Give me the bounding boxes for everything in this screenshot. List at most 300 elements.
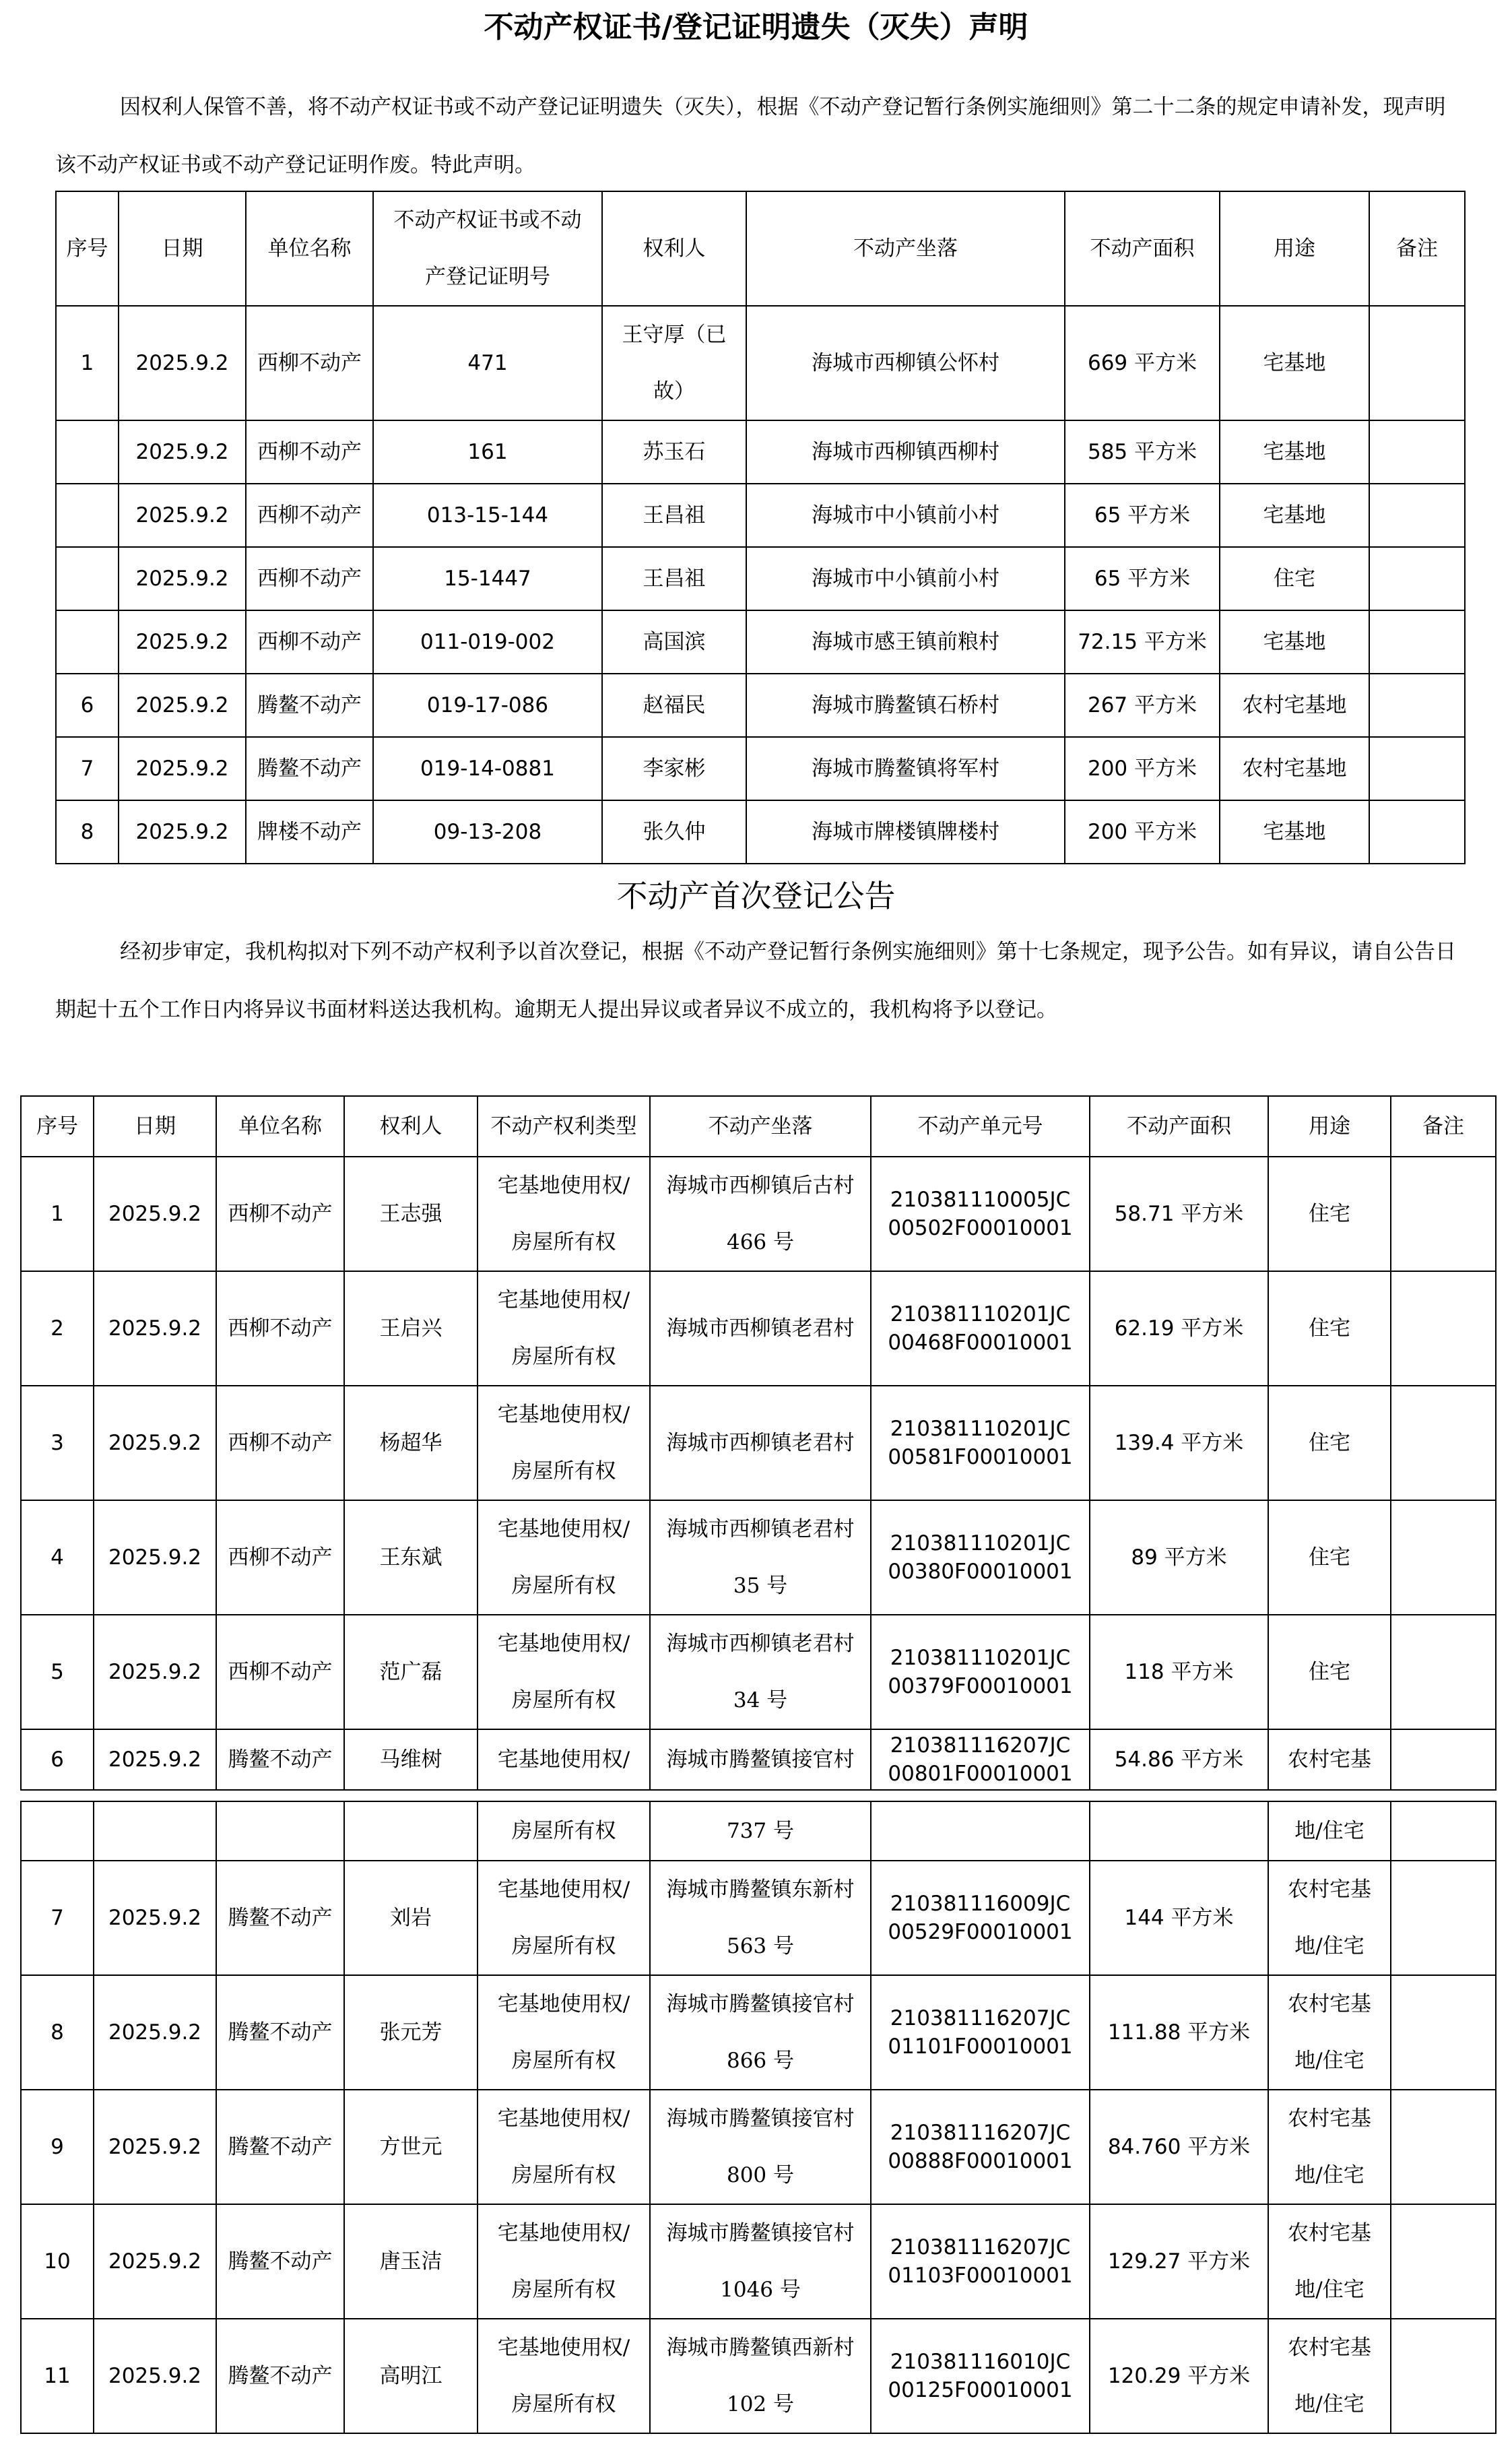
line-1: 住宅 (1309, 1660, 1350, 1684)
header-cell: 不动产坐落 (650, 1096, 871, 1157)
header-cell: 序号 (21, 1096, 94, 1157)
note-cell (1369, 547, 1465, 610)
note-cell (1391, 1975, 1496, 2090)
table-row (21, 1975, 1496, 2090)
line-1: 农村宅基 (1288, 2107, 1371, 2131)
line-2: 房屋所有权 (511, 2163, 616, 2187)
line-1: 住宅 (1309, 1431, 1350, 1455)
line-1: 海城市腾鳌镇接官村 (666, 1747, 855, 1772)
owner-cell: 范广磊 (344, 1615, 478, 1729)
unit-cell: 西柳不动产 (246, 610, 373, 674)
cell (1090, 1801, 1268, 1861)
line-1: 农村宅基 (1288, 1747, 1371, 1772)
notice1-paragraph: 因权利人保管不善，将不动产权证书或不动产登记证明遗失（灭失），根据《不动产登记暂行条例实施细则》第二十二条的规定申请补发，现声明该不动产权证书或不动产登记证明作废。特此声明。 (55, 95, 1446, 177)
line-1: 宅基地使用权/ (497, 1877, 630, 1902)
line-1: 农村宅基 (1288, 2336, 1371, 2360)
line-1: 海城市腾鳌镇接官村 (666, 1992, 855, 2016)
area-cell: 65 平方米 (1065, 547, 1220, 610)
location-cell: 海城市牌楼镇牌楼村 (746, 800, 1065, 864)
line-1: 210381110201JC (890, 1302, 1071, 1326)
unit-number-cell (871, 1500, 1090, 1615)
table-row (21, 1271, 1496, 1386)
seq-cell: 5 (21, 1615, 94, 1729)
owner-cell: 马维树 (344, 1729, 478, 1790)
line-2: 房屋所有权 (511, 2278, 616, 2302)
line-1: 宅基地使用权/ (497, 2221, 630, 2245)
line-2: 00529F00010001 (888, 1920, 1073, 1944)
unit-cell: 牌楼不动产 (246, 800, 373, 864)
owner-cell: 赵福民 (602, 674, 746, 737)
header-cell: 不动产单元号 (871, 1096, 1090, 1157)
table-row (56, 306, 1465, 420)
line-1: 海城市西柳镇老君村 (666, 1316, 855, 1341)
location-cell (650, 1500, 871, 1615)
unit-number-cell (871, 1975, 1090, 2090)
note-cell (1391, 1386, 1496, 1500)
location-cell (650, 1975, 871, 2090)
table-row (21, 1861, 1496, 1975)
line-2: 00379F00010001 (888, 1674, 1073, 1698)
note-cell (1369, 674, 1465, 737)
notice2-paragraph: 经初步审定，我机构拟对下列不动产权利予以首次登记，根据《不动产登记暂行条例实施细则》第十七条规定，现予公告。如有异议，请自公告日期起十五个工作日内将异议书面材料送达我机构。逾期无人提出异议或者异议不成立的，我机构将予以登记。 (55, 940, 1456, 1022)
owner-cell: 张元芳 (344, 1975, 478, 2090)
table-header-row (56, 191, 1465, 306)
owner-cell: 刘岩 (344, 1861, 478, 1975)
unit-cell: 西柳不动产 (246, 547, 373, 610)
location-cell: 海城市中小镇前小村 (746, 484, 1065, 547)
table-row (21, 1729, 1496, 1790)
use-cell: 农村宅基地 (1220, 737, 1369, 800)
unit-cell: 腾鳌不动产 (216, 1861, 344, 1975)
line-1: 海城市腾鳌镇接官村 (666, 2221, 855, 2245)
date-cell: 2025.9.2 (119, 737, 246, 800)
use-cell: 住宅 (1220, 547, 1369, 610)
unit-number-cell (871, 2090, 1090, 2204)
note-cell (1391, 1157, 1496, 1271)
seq-cell: 10 (21, 2204, 94, 2319)
cell (216, 1801, 344, 1861)
use-cell (1268, 1861, 1391, 1975)
line-2: 00380F00010001 (888, 1560, 1073, 1584)
line-2: 00125F00010001 (888, 2378, 1073, 2402)
location-cell (650, 2319, 871, 2433)
table-row (21, 1615, 1496, 1729)
date-cell: 2025.9.2 (119, 547, 246, 610)
header-cell: 权利人 (602, 191, 746, 306)
cert-number-cell: 09-13-208 (373, 800, 602, 864)
line-1: 宅基地使用权/ (497, 1992, 630, 2016)
line-2: 466 号 (726, 1230, 795, 1254)
line-1: 海城市西柳镇老君村 (666, 1632, 855, 1656)
area-cell: 585 平方米 (1065, 420, 1220, 484)
owner-cell: 李家彬 (602, 737, 746, 800)
owner-cell: 王志强 (344, 1157, 478, 1271)
area-cell: 65 平方米 (1065, 484, 1220, 547)
unit-cell: 西柳不动产 (246, 306, 373, 420)
unit-cell: 西柳不动产 (216, 1615, 344, 1729)
line-2: 1046 号 (720, 2278, 801, 2302)
right-type-cell (478, 1861, 650, 1975)
line-1: 海城市腾鳌镇西新村 (666, 2336, 855, 2360)
seq-cell: 2 (21, 1271, 94, 1386)
owner-cell: 方世元 (344, 2090, 478, 2204)
right-type-cell (478, 1729, 650, 1790)
line-2: 01101F00010001 (888, 2034, 1073, 2059)
line-1: 农村宅基 (1288, 1992, 1371, 2016)
line-1: 农村宅基 (1288, 2221, 1371, 2245)
use-cell (1268, 1271, 1391, 1386)
right-type-cell (478, 2090, 650, 2204)
use-cell (1268, 2090, 1391, 2204)
unit-cell: 腾鳌不动产 (246, 737, 373, 800)
unit-number-cell (871, 1157, 1090, 1271)
table-row (56, 737, 1465, 800)
line-1: 210381116009JC (890, 1892, 1071, 1916)
owner-cell: 王东斌 (344, 1500, 478, 1615)
note-cell (1391, 1729, 1496, 1790)
line-2: 地/住宅 (1294, 2392, 1365, 2416)
line-2: 00502F00010001 (888, 1216, 1073, 1240)
line-2: 房屋所有权 (511, 1459, 616, 1483)
line-2: 地/住宅 (1294, 2278, 1365, 2302)
cert-number-cell: 011-019-002 (373, 610, 602, 674)
note-cell (1391, 1861, 1496, 1975)
cert-number-cell: 013-15-144 (373, 484, 602, 547)
seq-cell (56, 484, 119, 547)
date-cell: 2025.9.2 (94, 1729, 216, 1790)
use-cell (1268, 1386, 1391, 1500)
unit-cell: 西柳不动产 (246, 420, 373, 484)
date-cell: 2025.9.2 (94, 1975, 216, 2090)
seq-cell (56, 547, 119, 610)
right-type-cell (478, 1271, 650, 1386)
unit-cell: 西柳不动产 (216, 1500, 344, 1615)
header-cell: 不动产权利类型 (478, 1096, 650, 1157)
note-cell (1369, 420, 1465, 484)
location-cell: 海城市腾鳌镇石桥村 (746, 674, 1065, 737)
date-cell: 2025.9.2 (94, 2090, 216, 2204)
seq-cell (56, 420, 119, 484)
owner-cell: 苏玉石 (602, 420, 746, 484)
note-cell (1391, 2204, 1496, 2319)
use-cell: 地/住宅 (1268, 1801, 1391, 1861)
table-row (21, 2090, 1496, 2204)
cell (1391, 1801, 1496, 1861)
location-cell: 海城市感王镇前粮村 (746, 610, 1065, 674)
area-cell: 89 平方米 (1090, 1500, 1268, 1615)
location-cell (650, 1729, 871, 1790)
line-1: 农村宅基 (1288, 1877, 1371, 1902)
line-2: 房屋所有权 (511, 2392, 616, 2416)
use-cell (1268, 2319, 1391, 2433)
table-row (21, 1386, 1496, 1500)
date-cell: 2025.9.2 (94, 1500, 216, 1615)
line-2: 地/住宅 (1294, 2049, 1365, 2073)
owner-cell: 高国滨 (602, 610, 746, 674)
unit-number-cell (871, 2319, 1090, 2433)
area-cell: 139.4 平方米 (1090, 1386, 1268, 1500)
area-cell: 72.15 平方米 (1065, 610, 1220, 674)
line-1: 210381116207JC (890, 2121, 1071, 2145)
line-2: 00468F00010001 (888, 1330, 1073, 1355)
cert-number-cell: 019-14-0881 (373, 737, 602, 800)
note-cell (1391, 2319, 1496, 2433)
right-type-cell (478, 1615, 650, 1729)
note-cell (1369, 610, 1465, 674)
date-cell: 2025.9.2 (94, 1861, 216, 1975)
line-1: 宅基地使用权/ (497, 1632, 630, 1656)
unit-cell: 腾鳌不动产 (216, 2319, 344, 2433)
seq-cell: 6 (21, 1729, 94, 1790)
location-cell (650, 2090, 871, 2204)
cert-number-cell: 019-17-086 (373, 674, 602, 737)
line-2: 房屋所有权 (511, 1230, 616, 1254)
right-type-cell (478, 2319, 650, 2433)
cell (344, 1801, 478, 1861)
header-cell: 日期 (119, 191, 246, 306)
note-cell (1369, 306, 1465, 420)
header-cell: 用途 (1268, 1096, 1391, 1157)
owner-cell: 唐玉洁 (344, 2204, 478, 2319)
right-type-cell (478, 1386, 650, 1500)
area-cell: 200 平方米 (1065, 800, 1220, 864)
use-cell: 宅基地 (1220, 484, 1369, 547)
line-1: 宅基地使用权/ (497, 1288, 630, 1312)
seq-cell: 1 (21, 1157, 94, 1271)
line-1: 海城市腾鳌镇接官村 (666, 2107, 855, 2131)
note-cell (1391, 2090, 1496, 2204)
line-2: 01103F00010001 (888, 2264, 1073, 2288)
first-registration-table (20, 1095, 1497, 1791)
line-1: 海城市腾鳌镇东新村 (666, 1877, 855, 1902)
cell (94, 1801, 216, 1861)
line-2: 102 号 (726, 2392, 795, 2416)
right-type-cell (478, 1157, 650, 1271)
table-row-continuation (21, 1801, 1496, 1861)
owner-cell: 王昌祖 (602, 547, 746, 610)
use-cell (1268, 1157, 1391, 1271)
table-row (56, 484, 1465, 547)
right-type-cell (478, 1500, 650, 1615)
unit-cell: 西柳不动产 (216, 1271, 344, 1386)
line-1: 210381110201JC (890, 1531, 1071, 1555)
line-1: 210381116207JC (890, 2006, 1071, 2030)
unit-cell: 腾鳌不动产 (216, 1729, 344, 1790)
location-cell: 海城市中小镇前小村 (746, 547, 1065, 610)
area-cell: 118 平方米 (1090, 1615, 1268, 1729)
unit-cell: 腾鳌不动产 (216, 2090, 344, 2204)
header-cell: 日期 (94, 1096, 216, 1157)
table-row (21, 1500, 1496, 1615)
header-cell: 备注 (1369, 191, 1465, 306)
location-cell: 海城市西柳镇公怀村 (746, 306, 1065, 420)
type-cell: 房屋所有权 (478, 1801, 650, 1861)
lost-certificate-table (55, 191, 1466, 864)
seq-cell: 11 (21, 2319, 94, 2433)
cell (871, 1801, 1090, 1861)
use-cell: 宅基地 (1220, 610, 1369, 674)
line-1: 宅基地使用权/ (497, 1174, 630, 1198)
header-cell: 不动产权证书或不动产登记证明号 (373, 191, 602, 306)
area-cell: 120.29 平方米 (1090, 2319, 1268, 2433)
cert-number-cell: 15-1447 (373, 547, 602, 610)
area-cell: 267 平方米 (1065, 674, 1220, 737)
area-cell: 62.19 平方米 (1090, 1271, 1268, 1386)
line-1: 210381116207JC (890, 2235, 1071, 2259)
note-cell (1391, 1271, 1496, 1386)
date-cell: 2025.9.2 (119, 674, 246, 737)
notice1-title: 不动产权证书/登记证明遗失（灭失）声明 (484, 10, 1028, 44)
unit-cell: 腾鳌不动产 (246, 674, 373, 737)
line-1: 住宅 (1309, 1545, 1350, 1570)
seq-cell: 4 (21, 1500, 94, 1615)
right-type-cell (478, 1975, 650, 2090)
area-cell: 111.88 平方米 (1090, 1975, 1268, 2090)
owner-cell: 高明江 (344, 2319, 478, 2433)
owner-cell: 王守厚（已故） (602, 306, 746, 420)
line-2: 34 号 (733, 1688, 788, 1712)
unit-number-cell (871, 1729, 1090, 1790)
area-cell: 200 平方米 (1065, 737, 1220, 800)
line-2: 00888F00010001 (888, 2149, 1073, 2173)
header-cell: 用途 (1220, 191, 1369, 306)
location-cell (650, 1386, 871, 1500)
date-cell: 2025.9.2 (94, 1615, 216, 1729)
date-cell: 2025.9.2 (94, 1271, 216, 1386)
line-2: 房屋所有权 (511, 2049, 616, 2073)
unit-cell: 西柳不动产 (216, 1157, 344, 1271)
unit-number-cell (871, 2204, 1090, 2319)
unit-number-cell (871, 1386, 1090, 1500)
unit-number-cell (871, 1271, 1090, 1386)
use-cell: 宅基地 (1220, 420, 1369, 484)
cell (21, 1801, 94, 1861)
area-cell: 54.86 平方米 (1090, 1729, 1268, 1790)
seq-cell: 7 (56, 737, 119, 800)
unit-number-cell (871, 1615, 1090, 1729)
line-1: 210381110201JC (890, 1646, 1071, 1670)
line-1: 210381116207JC (890, 1733, 1071, 1758)
line-1: 住宅 (1309, 1316, 1350, 1341)
date-cell: 2025.9.2 (94, 2319, 216, 2433)
line-1: 海城市西柳镇老君村 (666, 1517, 855, 1541)
header-cell: 不动产面积 (1090, 1096, 1268, 1157)
seq-cell: 9 (21, 2090, 94, 2204)
use-cell (1268, 1615, 1391, 1729)
seq-cell: 8 (21, 1975, 94, 2090)
seq-cell: 8 (56, 800, 119, 864)
table-row (56, 547, 1465, 610)
area-cell: 58.71 平方米 (1090, 1157, 1268, 1271)
seq-cell: 7 (21, 1861, 94, 1975)
area-cell: 84.760 平方米 (1090, 2090, 1268, 2204)
first-registration-table-continued (20, 1801, 1497, 2434)
header-cell: 权利人 (344, 1096, 478, 1157)
line-2: 地/住宅 (1294, 2163, 1365, 2187)
line-2: 房屋所有权 (511, 1934, 616, 1958)
table-row (21, 1157, 1496, 1271)
note-cell (1391, 1615, 1496, 1729)
line-2: 地/住宅 (1294, 1934, 1365, 1958)
line-2: 35 号 (733, 1574, 788, 1598)
header-cell: 单位名称 (216, 1096, 344, 1157)
use-cell (1268, 1729, 1391, 1790)
line-2: 房屋所有权 (511, 1688, 616, 1712)
line-2: 00801F00010001 (888, 1762, 1073, 1786)
seq-cell (56, 610, 119, 674)
right-type-cell (478, 2204, 650, 2319)
table-row (56, 610, 1465, 674)
date-cell: 2025.9.2 (119, 484, 246, 547)
date-cell: 2025.9.2 (119, 420, 246, 484)
date-cell: 2025.9.2 (119, 306, 246, 420)
use-cell (1268, 1975, 1391, 2090)
area-cell: 129.27 平方米 (1090, 2204, 1268, 2319)
line-1: 宅基地使用权/ (497, 1747, 630, 1772)
seq-cell: 1 (56, 306, 119, 420)
line-2: 563 号 (726, 1934, 795, 1958)
line-2: 00581F00010001 (888, 1445, 1073, 1469)
header-cell: 不动产坐落 (746, 191, 1065, 306)
note-cell (1369, 737, 1465, 800)
location-cell: 737 号 (650, 1801, 871, 1861)
cert-number-cell: 471 (373, 306, 602, 420)
line-1: 210381116010JC (890, 2350, 1071, 2374)
notice2-title: 不动产首次登记公告 (616, 878, 896, 914)
unit-cell: 腾鳌不动产 (216, 1975, 344, 2090)
line-2: 房屋所有权 (511, 1574, 616, 1598)
seq-cell: 6 (56, 674, 119, 737)
date-cell: 2025.9.2 (94, 2204, 216, 2319)
note-cell (1369, 484, 1465, 547)
owner-cell: 王启兴 (344, 1271, 478, 1386)
line-2: 800 号 (726, 2163, 795, 2187)
table-row (21, 2319, 1496, 2433)
line-2: 房屋所有权 (511, 1345, 616, 1369)
area-cell: 669 平方米 (1065, 306, 1220, 420)
owner-cell: 张久仲 (602, 800, 746, 864)
location-cell (650, 2204, 871, 2319)
seq-cell: 3 (21, 1386, 94, 1500)
use-cell: 宅基地 (1220, 800, 1369, 864)
line-1: 宅基地使用权/ (497, 2336, 630, 2360)
note-cell (1369, 800, 1465, 864)
unit-cell: 腾鳌不动产 (216, 2204, 344, 2319)
line-2: 866 号 (726, 2049, 795, 2073)
location-cell: 海城市腾鳌镇将军村 (746, 737, 1065, 800)
date-cell: 2025.9.2 (94, 1386, 216, 1500)
date-cell: 2025.9.2 (119, 610, 246, 674)
location-cell (650, 1271, 871, 1386)
line-1: 宅基地使用权/ (497, 2107, 630, 2131)
table-row (56, 420, 1465, 484)
table-header-row (21, 1096, 1496, 1157)
unit-number-cell (871, 1861, 1090, 1975)
area-cell: 144 平方米 (1090, 1861, 1268, 1975)
line-1: 宅基地使用权/ (497, 1403, 630, 1427)
note-cell (1391, 1500, 1496, 1615)
unit-cell: 西柳不动产 (216, 1386, 344, 1500)
use-cell (1268, 1500, 1391, 1615)
header-cell: 备注 (1391, 1096, 1496, 1157)
location-cell (650, 1157, 871, 1271)
unit-cell: 西柳不动产 (246, 484, 373, 547)
line-1: 210381110005JC (890, 1188, 1071, 1212)
table-row (56, 800, 1465, 864)
use-cell (1268, 2204, 1391, 2319)
table-row (56, 674, 1465, 737)
header-cell: 单位名称 (246, 191, 373, 306)
